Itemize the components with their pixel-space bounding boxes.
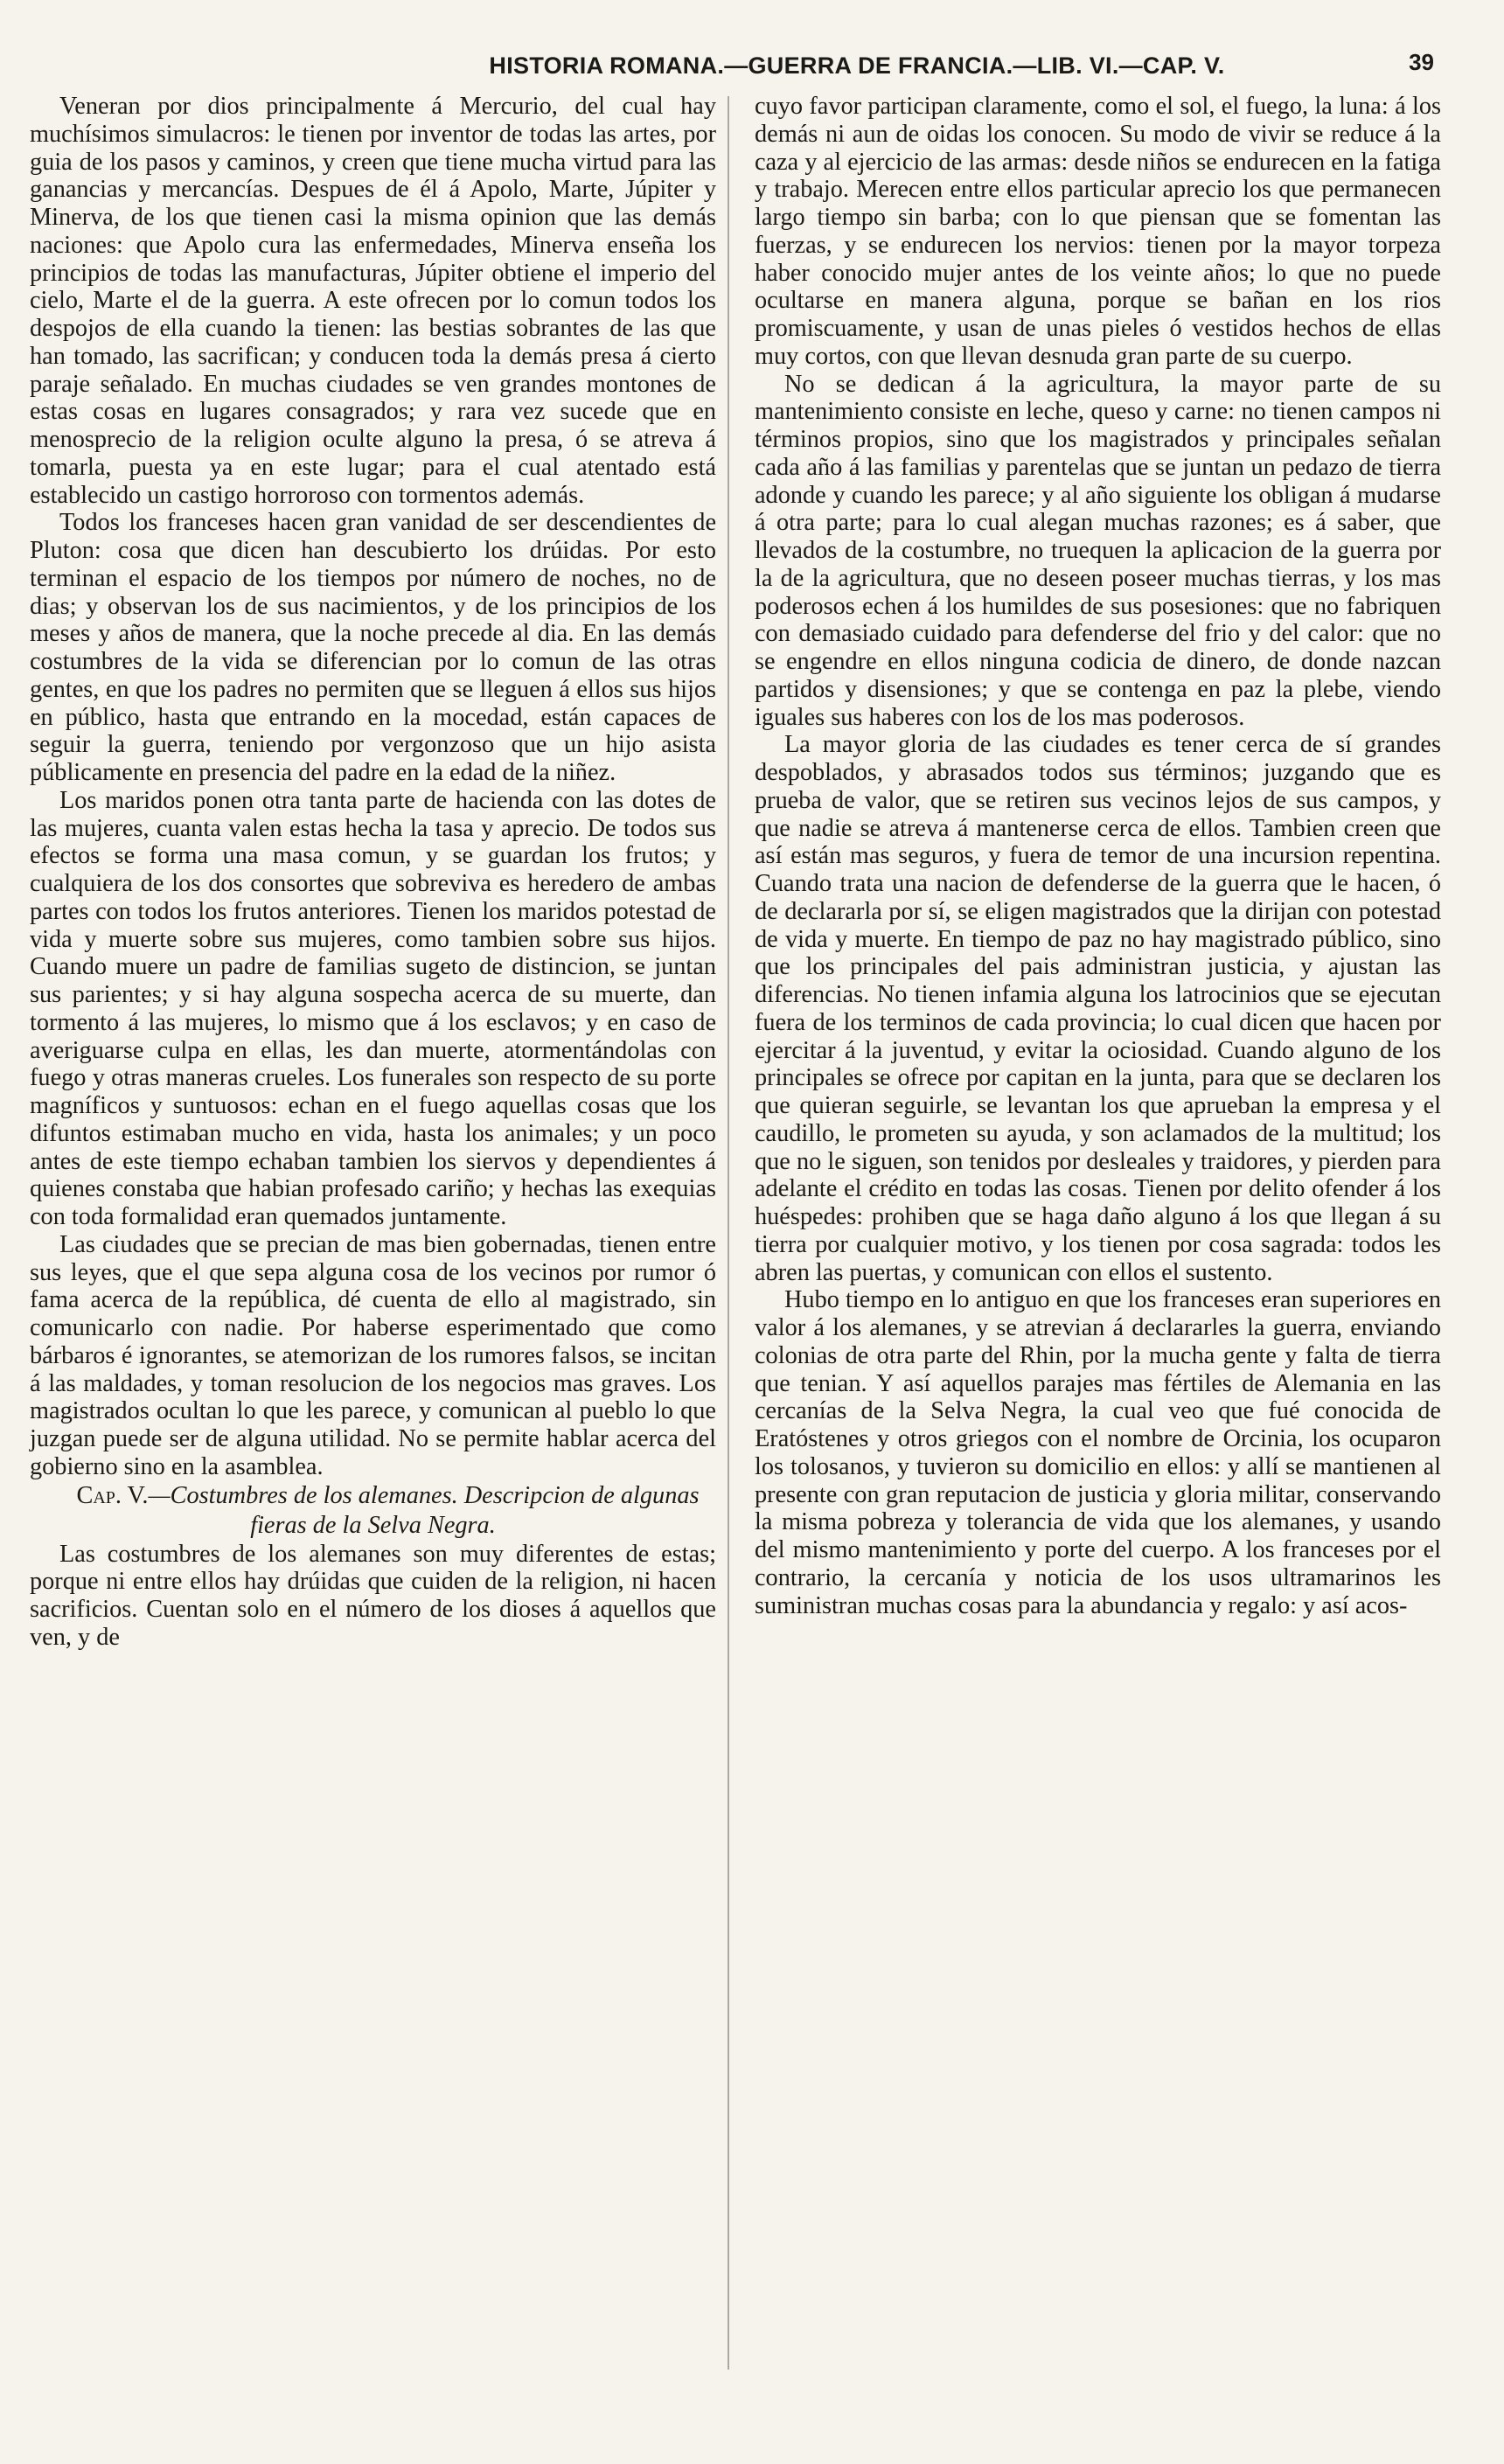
paragraph: Hubo tiempo en lo antiguo en que los franceses eran superiores en valor á los alemanes, y se atrevian á declararles la guerra, enviando colonias de otra parte del Rhin, por la mucha gente y falta de tierra que tenian. Y así aquellos parajes mas fértiles de Alemania en las cercanías de la Selva Negra, la cual veo que fué conocida de Eratóstenes y otros griegos con el nombre de Orcinia, los ocuparon los tolosanos, y tuvieron su domicilio en ellos: y allí se mantienen al presente con gran reputacion de justicia y gloria militar, conservando la misma pobreza y tolerancia de vida que los alemanes, y usando del mismo mantenimiento y porte del cuerpo. A los franceses por el contrario, la cercanía y noticia de los usos ultramarinos les suministran muchas cosas para la abundancia y regalo: y así acos- (755, 1286, 1441, 1619)
running-header (297, 47, 1417, 84)
chapter-title: —Costumbres de los alemanes. Descripcion de algunas fieras de la Selva Negra. (148, 1481, 700, 1539)
chapter-heading (30, 1481, 716, 1541)
column-divider (728, 96, 729, 2370)
paragraph: No se dedican á la agricultura, la mayor parte de su mantenimiento consiste en leche, queso y carne: no tienen campos ni términos propios, sino que los magistrados y principales señalan cada año á las familias y parentelas que se juntan un pedazo de tierra adonde y cuando les parece; y al año siguiente los obligan á mudarse á otra parte; para lo cual alegan muchas razones; es á saber, que llevados de la costumbre, no truequen la aplicacion de la guerra por la de la agricultura, que no deseen poseer muchas tierras, y los mas poderosos echen á los humildes de sus posesiones: que no fabriquen con demasiado cuidado para defenderse del frio y del calor: que no se engendre en ellos ninguna codicia de dinero, de donde nazcan partidos y disensiones; y que se contenga en paz la plebe, viendo iguales sus haberes con los de los mas poderosos. (755, 370, 1441, 731)
paragraph: Los maridos ponen otra tanta parte de hacienda con las dotes de las mujeres, cuanta valen estas hecha la tasa y aprecio. De todos sus efectos se forma una masa comun, y se guardan los frutos; y cualquiera de los dos consortes que sobreviva es heredero de ambas partes con todos los frutos anteriores. Tienen los maridos potestad de vida y muerte sobre sus mujeres, como tambien sobre sus hijos. Cuando muere un padre de familias sugeto de distincion, se juntan sus parientes; y si hay alguna sospecha acerca de su muerte, dan tormento á las mujeres, lo mismo que á los esclavos; y en caso de averiguarse culpa en ellas, les dan muerte, atormentándolas con fuego y otras maneras crueles. Los funerales son respecto de su porte magníficos y suntuosos: echan en el fuego aquellas cosas que los difuntos estimaban mucho en vida, hasta los animales; y un poco antes de este tiempo echaban tambien los siervos y dependientes á quienes constaba que habian profesado cariño; y hechas las exequias con toda formalidad eran quemados juntamente. (30, 786, 716, 1230)
running-title: HISTORIA ROMANA.—GUERRA DE FRANCIA.—LIB. VI.—CAP. V. (489, 52, 1225, 79)
paragraph: Todos los franceses hacen gran vanidad de ser descendientes de Pluton: cosa que dicen han descubierto los drúidas. Por esto terminan el espacio de los tiempos por número de noches, no de dias; y observan los de sus nacimientos, y de los principios de los meses y años de manera, que la noche precede al dia. En las demás costumbres de la vida se diferencian por lo comun de las otras gentes, en que los padres no permiten que se lleguen á ellos sus hijos en público, hasta que entrando en la mocedad, están capaces de seguir la guerra, teniendo por vergonzoso que un hijo asista públicamente en presencia del padre en la edad de la niñez. (30, 509, 716, 786)
paragraph: Veneran por dios principalmente á Mercurio, del cual hay muchísimos simulacros: le tienen por inventor de todas las artes, por guia de los pasos y caminos, y creen que tiene mucha virtud para las ganancias y mercancías. Despues de él á Apolo, Marte, Júpiter y Minerva, de los que tienen casi la misma opinion que las demás naciones: que Apolo cura las enfermedades, Minerva enseña los principios de todas las manufacturas, Júpiter obtiene el imperio del cielo, Marte el de la guerra. A este ofrecen por lo comun todos los despojos de ella cuando la tienen: las bestias sobrantes de las que han tomado, las sacrifican; y conducen toda la demás presa á cierto paraje señalado. En muchas ciudades se ven grandes montones de estas cosas en lugares consagrados; y rara vez sucede que en menosprecio de la religion oculte alguno la presa, ó se atreva á tomarla, puesta ya en este lugar; para el cual atentado está establecido un castigo horroroso con tormentos además. (30, 93, 716, 509)
chapter-number: Cap. V. (76, 1481, 149, 1509)
paragraph: La mayor gloria de las ciudades es tener cerca de sí grandes despoblados, y abrasados todos sus términos; juzgando que es prueba de valor, que se retiren sus vecinos lejos de sus campos, y que nadie se atreva á mantenerse cerca de ellos. Tambien creen que así están mas seguros, y fuera de temor de una incursion repentina. Cuando trata una nacion de defenderse de la guerra que le hacen, ó de declararla por sí, se eligen magistrados que la dirijan con potestad de vida y muerte. En tiempo de paz no hay magistrado público, sino que los principales del pais administran justicia, y ajustan las diferencias. No tienen infamia alguna los latrocinios que se ejecutan fuera de los terminos de cada provincia; lo cual dicen que hacen por ejercitar á la juventud, y evitar la ociosidad. Cuando alguno de los principales se ofrece por capitan en la junta, para que se declaren los que quieran seguirle, se levantan los que aprueban la empresa y el caudillo, le prometen su ayuda, y son aclamados de la multitud; los que no le siguen, son tenidos por desleales y traidores, y pierden para adelante el crédito en todas las cosas. Tienen por delito ofender á los huéspedes: prohiben que se haga daño alguno á los que llegan á su tierra por cualquier motivo, y los tienen por cosa sagrada: todos les abren las puertas, y comunican con ellos el sustento. (755, 731, 1441, 1286)
paragraph: Las costumbres de los alemanes son muy diferentes de estas; porque ni entre ellos hay drúidas que cuiden de la religion, ni hacen sacrificios. Cuentan solo en el número de los dioses á aquellos que ven, y de (30, 1540, 716, 1651)
paragraph: Las ciudades que se precian de mas bien gobernadas, tienen entre sus leyes, que el que sepa alguna cosa de los vecinos por rumor ó fama acerca de la república, dé cuenta de ello al magistrado, sin comunicarlo con nadie. Por haberse esperimentado que como bárbaros é ignorantes, se atemorizan de los rumores falsos, se incitan á las maldades, y toman resolucion de los negocios mas graves. Los magistrados ocultan lo que les parece, y comunican al pueblo lo que juzgan puede ser de alguna utilidad. No se permite hablar acerca del gobierno sino en la asamblea. (30, 1230, 716, 1480)
page-number: 39 (1409, 49, 1434, 75)
left-column (30, 93, 716, 1652)
right-column (755, 93, 1441, 1619)
paragraph: cuyo favor participan claramente, como el sol, el fuego, la luna: á los demás ni aun de oidas los conocen. Su modo de vivir se reduce á la caza y al ejercicio de las armas: desde niños se endurecen en la fatiga y trabajo. Merecen entre ellos particular aprecio los que permanecen largo tiempo sin barba; con lo que piensan que se fomentan las fuerzas, y se endurecen los nervios: tienen por la mayor torpeza haber conocido mujer antes de los veinte años; lo que no puede ocultarse en manera alguna, porque se bañan en los rios promiscuamente, y usan de unas pieles ó vestidos hechos de ellas muy cortos, con que llevan desnuda gran parte de su cuerpo. (755, 93, 1441, 370)
